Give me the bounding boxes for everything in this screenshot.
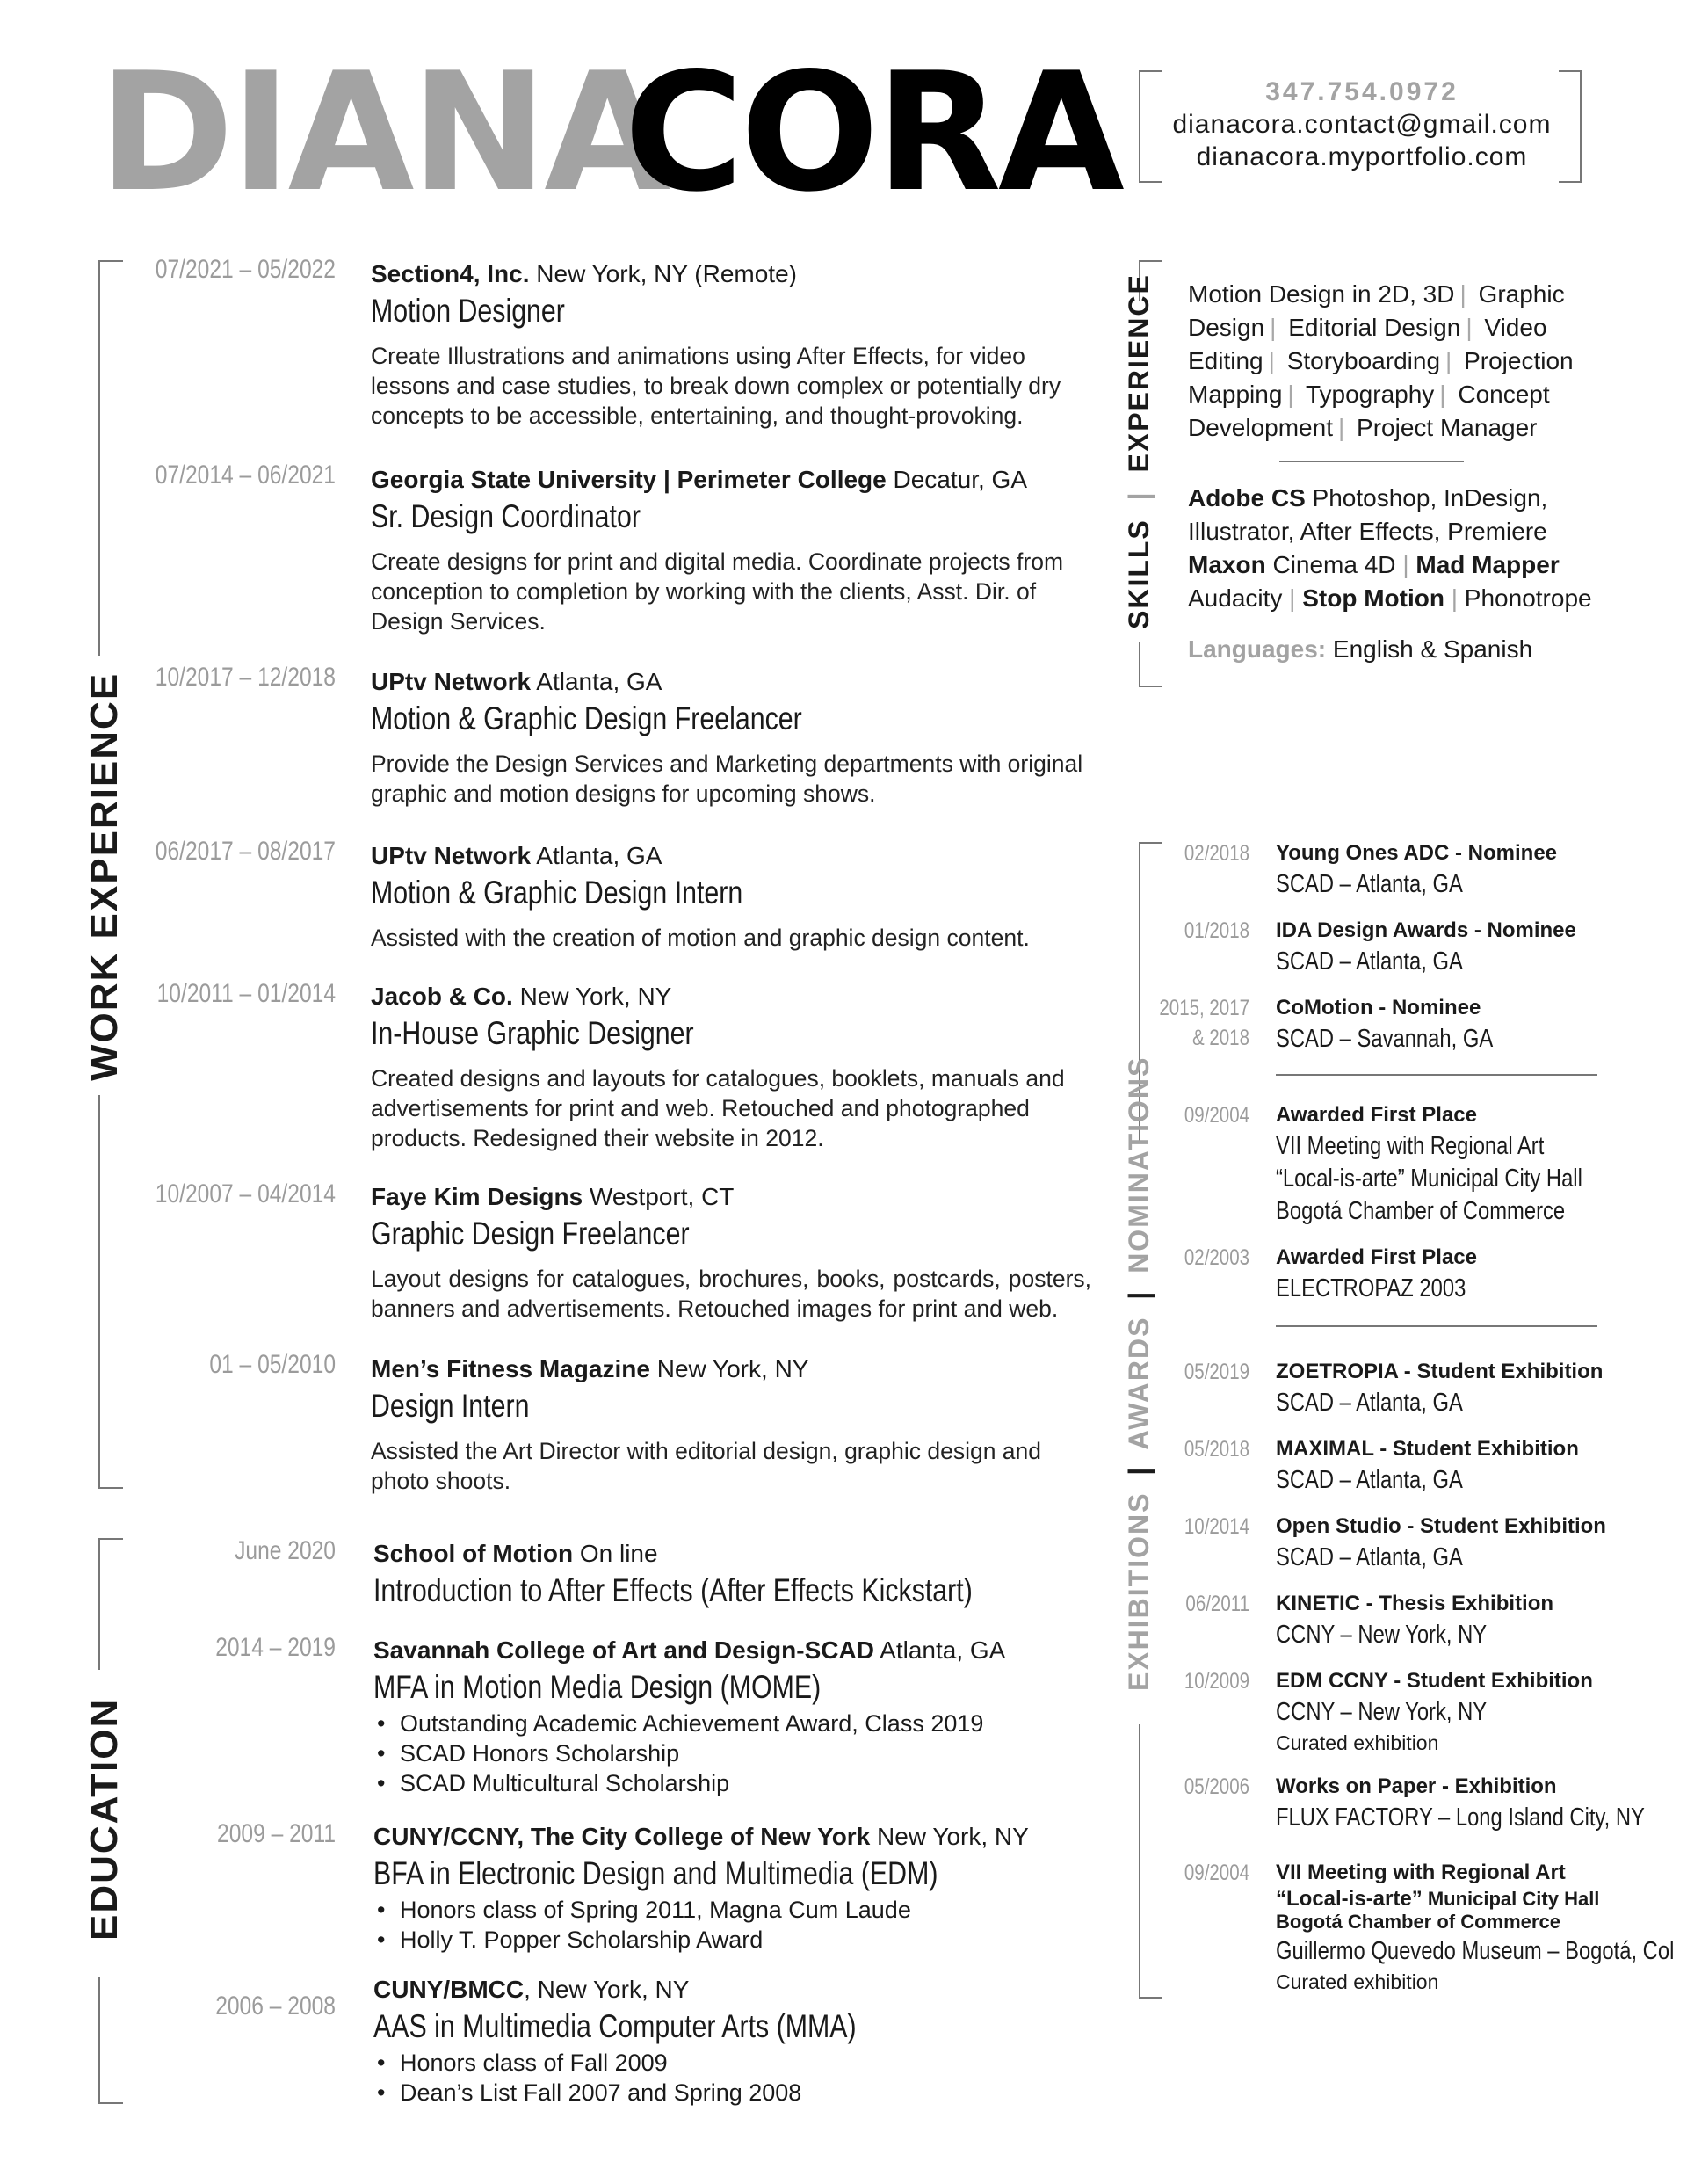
nomination-place: SCAD – Atlanta, GA [1276, 870, 1463, 898]
award-line: ELECTROPAZ 2003 [1276, 1274, 1466, 1302]
award-date: 02/2003 [1184, 1245, 1249, 1270]
languages-value: English & Spanish [1326, 635, 1533, 663]
edu-bullet: • SCAD Multicultural Scholarship [373, 1768, 1094, 1798]
edu-entry [373, 1538, 1094, 1612]
work-entry [371, 258, 1091, 431]
nomination-date: 01/2018 [1184, 918, 1249, 943]
work-entry [371, 981, 1091, 1153]
software-divider: | [1402, 551, 1409, 578]
edu-org: CUNY/BMCC [373, 1976, 525, 2003]
skills-bracket-bottom [1139, 642, 1162, 687]
exhibition-title: ZOETROPIA - Student Exhibition [1276, 1360, 1604, 1383]
work-date: 01 – 05/2010 [209, 1350, 336, 1379]
edu-degree: AAS in Multimedia Computer Arts (MMA) [373, 2008, 857, 2044]
exhibition-place: SCAD – Atlanta, GA [1276, 1543, 1463, 1571]
work-org: UPtv Network [371, 668, 532, 695]
software-list [1188, 482, 1610, 615]
skill-divider: | [1268, 347, 1275, 374]
work-experience-title: WORK EXPERIENCE [83, 671, 126, 1081]
nomination-title: CoMotion - Nominee [1276, 996, 1481, 1019]
work-date: 10/2011 – 01/2014 [156, 979, 336, 1008]
award-line: Bogotá Chamber of Commerce [1276, 1197, 1566, 1225]
exhibition-item [1276, 1512, 1627, 1574]
exhibitions-title: EXHIBITIONS [1123, 1491, 1155, 1691]
skill: Concept Development [1188, 381, 1550, 441]
exhibition-item [1276, 1434, 1627, 1497]
work-org: UPtv Network [371, 842, 532, 869]
exhibition-date: 06/2011 [1185, 1592, 1249, 1616]
work-location: Decatur, GA [886, 466, 1028, 493]
exhibition-title-line2b: Municipal City Hall [1422, 1888, 1600, 1910]
last-name: CORA [624, 37, 1121, 228]
exhibition-title: MAXIMAL - Student Exhibition [1276, 1437, 1579, 1461]
work-location: Atlanta, GA [531, 842, 662, 869]
edu-location: On line [573, 1540, 658, 1567]
work-date: 10/2007 – 04/2014 [155, 1179, 336, 1208]
work-description: Layout designs for catalogues, brochures, books, postcards, posters, banners and advertisements. Retouched images for print and web. [371, 1266, 1091, 1322]
exhibition-place: CCNY – New York, NY [1276, 1698, 1488, 1726]
work-date: 10/2017 – 12/2018 [155, 663, 336, 692]
edu-degree: BFA in Electronic Design and Multimedia (EDM) [373, 1855, 938, 1891]
first-name: DIANA [98, 37, 668, 228]
work-role: Motion & Graphic Design Freelancer [371, 700, 802, 736]
exhibition-place: Guillermo Quevedo Museum – Bogotá, Col [1276, 1937, 1675, 1965]
edu-org: School of Motion [373, 1540, 574, 1567]
software-cinema: Cinema 4D [1265, 551, 1403, 578]
edu-entry [373, 1974, 1094, 2108]
exhibitions-title-divider: | [1123, 1465, 1155, 1476]
edu-entry [373, 1821, 1094, 1955]
work-description: Create Illustrations and animations using After Effects, for video lessons and case studies, to break down complex or potentially dry concepts to be accessible, entertaining, and thought-provoking. [371, 343, 1061, 429]
skills-title: SKILLS [1123, 519, 1155, 629]
work-location: New York, NY [649, 1355, 809, 1382]
exhibition-date: 10/2009 [1184, 1669, 1249, 1694]
nomination-item [1276, 916, 1627, 978]
edu-bullet: • Honors class of Spring 2011, Magna Cum Laude [373, 1895, 1094, 1925]
skill: Editorial Design [1288, 314, 1461, 341]
exhibition-place: CCNY – New York, NY [1276, 1621, 1488, 1649]
work-entry [371, 666, 1091, 809]
exhibition-place: FLUX FACTORY – Long Island City, NY [1276, 1803, 1645, 1832]
software-adobe: Adobe CS [1188, 484, 1306, 512]
exhibition-place: SCAD – Atlanta, GA [1276, 1466, 1463, 1494]
exhibition-date: 05/2006 [1184, 1774, 1249, 1799]
skill-divider: | [1337, 414, 1345, 441]
award-date: 09/2004 [1184, 1103, 1249, 1128]
awards-divider [1276, 1325, 1597, 1327]
phone: 347.754.0972 [1265, 77, 1459, 106]
nomination-date: 2015, 2017 & 2018 [1159, 996, 1249, 1050]
skill: Typography [1305, 381, 1435, 408]
nomination-title: IDA Design Awards - Nominee [1276, 918, 1576, 942]
software-maxon: Maxon [1188, 551, 1266, 578]
work-description: Assisted the Art Director with editorial design, graphic design and photo shoots. [371, 1438, 1042, 1494]
work-entry [371, 464, 1091, 636]
exhibition-item [1276, 1772, 1645, 1834]
edu-date: 2006 – 2008 [215, 1992, 336, 2021]
exhibition-place: SCAD – Atlanta, GA [1276, 1389, 1463, 1417]
work-entry [371, 840, 1091, 953]
exhibition-title: Works on Paper - Exhibition [1276, 1774, 1557, 1798]
edu-org: CUNY/CCNY, The City College of New York [373, 1823, 871, 1850]
work-org: Men’s Fitness Magazine [371, 1355, 650, 1382]
work-role: Motion & Graphic Design Intern [371, 874, 743, 911]
work-org: Section4, Inc. [371, 260, 530, 287]
exhibition-note: Curated exhibition [1276, 1970, 1439, 1993]
edu-date: 2014 – 2019 [215, 1633, 336, 1662]
software-audacity: Audacity [1188, 584, 1290, 612]
skill: Video Editing [1188, 314, 1547, 374]
edu-degree: Introduction to After Effects (After Effects Kickstart) [373, 1572, 973, 1608]
nomination-item [1276, 838, 1627, 901]
award-title: Awarded First Place [1276, 1245, 1477, 1269]
edu-bullet: • Outstanding Academic Achievement Award, Class 2019 [373, 1709, 1094, 1738]
skill-divider: | [1466, 314, 1473, 341]
edu-degree: MFA in Motion Media Design (MOME) [373, 1669, 822, 1705]
skill-divider: | [1270, 314, 1277, 341]
edu-bullets [373, 1895, 1094, 1955]
work-org: Faye Kim Designs [371, 1183, 583, 1210]
languages-label: Languages: [1188, 635, 1327, 663]
work-role: Motion Designer [371, 293, 565, 329]
software-phonotrope: Phonotrope [1458, 584, 1592, 612]
award-line: “Local-is-arte” Municipal City Hall [1276, 1165, 1582, 1193]
skills-list [1188, 278, 1610, 445]
award-item [1276, 1100, 1627, 1228]
work-role: In-House Graphic Designer [371, 1015, 694, 1051]
work-date: 07/2021 – 05/2022 [155, 255, 336, 284]
work-date: 06/2017 – 08/2017 [155, 837, 336, 866]
education-bracket-bottom [98, 1977, 123, 2104]
skill-divider: | [1445, 347, 1452, 374]
software-stopmotion: Stop Motion [1302, 584, 1444, 612]
skills-divider-line [1279, 461, 1464, 462]
nomination-place: SCAD – Atlanta, GA [1276, 947, 1463, 976]
exhibition-item [1276, 1858, 1675, 1996]
work-location: Westport, CT [583, 1183, 735, 1210]
nominations-title: NOMINATIONS [1123, 1056, 1155, 1273]
exhibition-date: 09/2004 [1184, 1861, 1249, 1885]
skills-title-divider: | [1123, 490, 1155, 501]
portfolio-url[interactable]: dianacora.myportfolio.com [1196, 142, 1528, 171]
exhibition-item [1276, 1666, 1627, 1757]
experience-title: EXPERIENCE [1123, 273, 1155, 473]
edu-org: Savannah College of Art and Design-SCAD [373, 1636, 874, 1664]
skill: Project Manager [1357, 414, 1538, 441]
software-divider: | [1451, 584, 1459, 612]
exhibition-title-line2: “Local-is-arte” [1276, 1887, 1423, 1911]
education-title: EDUCATION [83, 1697, 126, 1941]
edu-location: , New York, NY [524, 1976, 690, 2003]
work-entry [371, 1181, 1091, 1324]
work-bracket-top [98, 260, 123, 656]
software-madmapper: Mad Mapper [1415, 551, 1560, 578]
exhibition-title-line3: Bogotá Chamber of Commerce [1276, 1911, 1560, 1933]
work-location: New York, NY [512, 983, 672, 1010]
email[interactable]: dianacora.contact@gmail.com [1172, 110, 1552, 139]
work-role: Graphic Design Freelancer [371, 1215, 690, 1252]
work-description: Create designs for print and digital media. Coordinate projects from conception to completion by working with the clients, Asst. Dir. of Design Services. [371, 548, 1064, 635]
skill-divider: | [1439, 381, 1446, 408]
nomination-item [1276, 993, 1627, 1056]
edu-bullets [373, 1709, 1094, 1798]
work-org: Jacob & Co. [371, 983, 513, 1010]
nomination-place: SCAD – Savannah, GA [1276, 1025, 1494, 1053]
skill: Projection Mapping [1188, 347, 1574, 408]
exhibition-date: 05/2018 [1184, 1437, 1249, 1462]
skill: Motion Design in 2D, 3D [1188, 280, 1455, 308]
work-bracket-bottom [98, 1095, 123, 1489]
edu-date: June 2020 [235, 1536, 336, 1565]
work-date: 07/2014 – 06/2021 [155, 461, 336, 490]
edu-bullet: • SCAD Honors Scholarship [373, 1738, 1094, 1768]
work-role: Sr. Design Coordinator [371, 498, 641, 534]
nomination-title: Young Ones ADC - Nominee [1276, 841, 1558, 865]
edu-bullet: • Dean’s List Fall 2007 and Spring 2008 [373, 2078, 1094, 2108]
exhibition-item [1276, 1357, 1627, 1419]
edu-bullets [373, 2048, 1094, 2108]
work-location: New York, NY (Remote) [529, 260, 797, 287]
exhibition-item [1276, 1589, 1627, 1651]
nominations-divider [1276, 1074, 1597, 1076]
skills-experience-title [1123, 273, 1155, 629]
edu-location: Atlanta, GA [873, 1636, 1006, 1664]
skill-divider: | [1459, 280, 1466, 308]
skill: Storyboarding [1286, 347, 1441, 374]
edu-date: 2009 – 2011 [217, 1819, 336, 1848]
exhibition-title: EDM CCNY - Student Exhibition [1276, 1669, 1593, 1693]
award-line: VII Meeting with Regional Art [1276, 1132, 1545, 1160]
software-divider: | [1289, 584, 1296, 612]
awards-title: AWARDS [1123, 1316, 1155, 1450]
languages [1188, 633, 1610, 666]
exhibition-date: 10/2014 [1184, 1514, 1249, 1539]
exhibition-note: Curated exhibition [1276, 1731, 1439, 1754]
skills-block [1188, 278, 1610, 666]
edu-bullet: • Holly T. Popper Scholarship Award [373, 1925, 1094, 1955]
edu-bullet: • Honors class of Fall 2009 [373, 2048, 1094, 2078]
work-description: Assisted with the creation of motion and graphic design content. [371, 925, 1030, 951]
exhibition-title: Open Studio - Student Exhibition [1276, 1514, 1606, 1538]
edu-location: New York, NY [870, 1823, 1029, 1850]
work-entry [371, 1353, 1091, 1496]
contact-block [1142, 76, 1582, 173]
work-description: Created designs and layouts for catalogues, booklets, manuals and advertisements for print and web. Retouched and photographed products. Redesigned their website in 2012. [371, 1065, 1065, 1151]
work-description: Provide the Design Services and Marketing departments with original graphic and motion designs for upcoming shows. [371, 751, 1083, 807]
work-role: Design Intern [371, 1388, 530, 1424]
work-org: Georgia State University | Perimeter College [371, 466, 887, 493]
education-bracket-top [98, 1538, 123, 1670]
skill-divider: | [1287, 381, 1294, 408]
edu-entry [373, 1635, 1094, 1798]
awards-title-divider: | [1123, 1289, 1155, 1300]
work-location: Atlanta, GA [531, 668, 662, 695]
award-item [1276, 1243, 1627, 1305]
exhibition-date: 05/2019 [1184, 1360, 1249, 1384]
skill: Graphic Design [1188, 280, 1565, 341]
exhibition-title: VII Meeting with Regional Art [1276, 1861, 1566, 1884]
award-title: Awarded First Place [1276, 1103, 1477, 1127]
exhibition-title: KINETIC - Thesis Exhibition [1276, 1592, 1554, 1615]
nomination-date: 02/2018 [1184, 841, 1249, 866]
software-adobe-list: Photoshop, InDesign, Illustrator, After Effects, Premiere [1188, 484, 1548, 545]
